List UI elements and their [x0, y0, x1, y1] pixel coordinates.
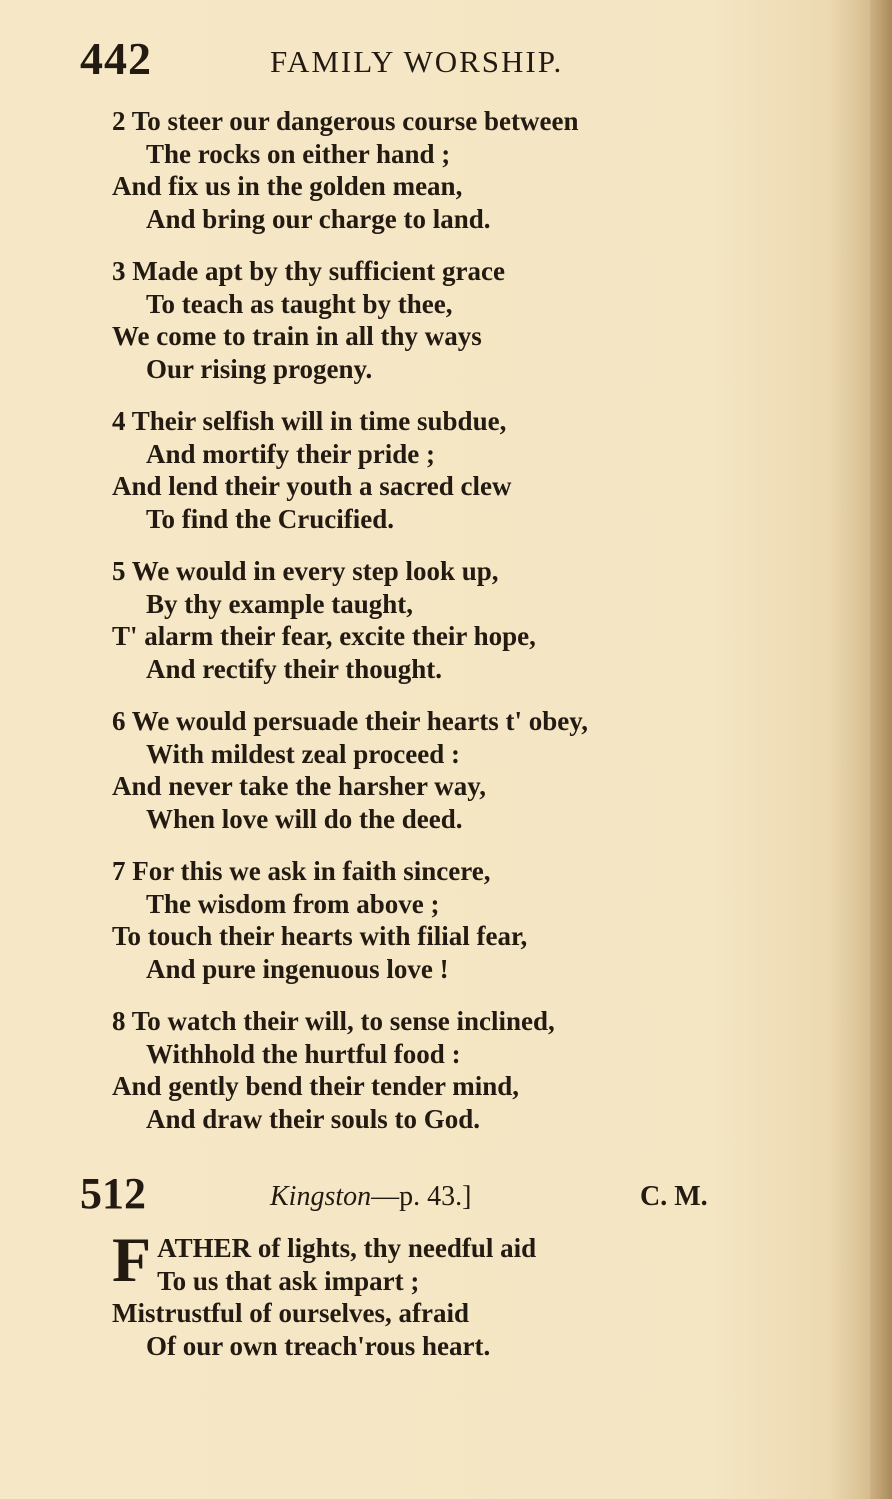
hymn-meter: C. M.	[640, 1181, 708, 1212]
stanza	[112, 705, 772, 835]
stanza	[112, 555, 772, 685]
drop-cap: F	[112, 1224, 152, 1295]
stanza	[112, 105, 772, 235]
page-edge	[870, 0, 892, 1499]
verse-line: ATHER of lights, thy needful aid	[157, 1233, 537, 1263]
verse-line: The wisdom from above ;	[146, 888, 440, 919]
tune-page-ref: —p. 43.]	[371, 1181, 472, 1212]
verse-line: The rocks on either hand ;	[146, 138, 451, 169]
stanza	[112, 255, 772, 385]
hymn-first-stanza	[112, 1224, 772, 1362]
verse-line: With mildest zeal proceed :	[146, 738, 460, 769]
verse-line: To teach as taught by thee,	[146, 288, 453, 319]
verse-line: Mistrustful of ourselves, afraid	[112, 1298, 469, 1328]
verse-line: And pure ingenuous love !	[146, 953, 449, 984]
verse-line: And gently bend their tender mind,	[112, 1071, 520, 1101]
page-number: 442	[80, 33, 152, 84]
verse-line: 6 We would persuade their hearts t' obey,	[112, 706, 589, 736]
verse-line: And rectify their thought.	[146, 653, 442, 684]
verse-line: When love will do the deed.	[146, 803, 463, 834]
verse-line: We come to train in all thy ways	[112, 321, 482, 351]
verse-line: And draw their souls to God.	[146, 1103, 481, 1134]
verse-line: And lend their youth a sacred clew	[112, 471, 512, 501]
verse-line: Our rising progeny.	[146, 353, 373, 384]
verse-line: 8 To watch their will, to sense inclined,	[112, 1006, 555, 1036]
tune-name: Kingston	[270, 1181, 372, 1212]
verse-line: And bring our charge to land.	[146, 203, 491, 234]
verse-line: 4 Their selfish will in time subdue,	[112, 406, 507, 436]
verse-line: 5 We would in every step look up,	[112, 556, 499, 586]
verse-line: By thy example taught,	[146, 588, 414, 619]
tune-reference	[270, 1181, 471, 1213]
verse-line: And fix us in the golden mean,	[112, 171, 463, 201]
verse-line: 7 For this we ask in faith sincere,	[112, 856, 491, 886]
verse-line: 2 To steer our dangerous course between	[112, 106, 579, 136]
verse-line: T' alarm their fear, excite their hope,	[112, 621, 536, 651]
hymn-verses	[112, 105, 772, 1155]
verse-line: 3 Made apt by thy sufficient grace	[112, 256, 505, 286]
stanza	[112, 1005, 772, 1135]
page-header	[80, 32, 780, 92]
hymn-number: 512	[80, 1169, 146, 1218]
verse-line: To find the Crucified.	[146, 503, 395, 534]
verse-line: Withhold the hurtful food :	[146, 1038, 461, 1069]
hymn-heading	[80, 1168, 740, 1228]
verse-line: To touch their hearts with filial fear,	[112, 921, 528, 951]
verse-line: And never take the harsher way,	[112, 771, 487, 801]
running-title: FAMILY WORSHIP.	[270, 44, 564, 79]
stanza	[112, 855, 772, 985]
verse-line: To us that ask impart ;	[157, 1265, 420, 1296]
verse-line: Of our own treach'rous heart.	[146, 1330, 491, 1361]
stanza	[112, 405, 772, 535]
verse-line: And mortify their pride ;	[146, 438, 435, 469]
